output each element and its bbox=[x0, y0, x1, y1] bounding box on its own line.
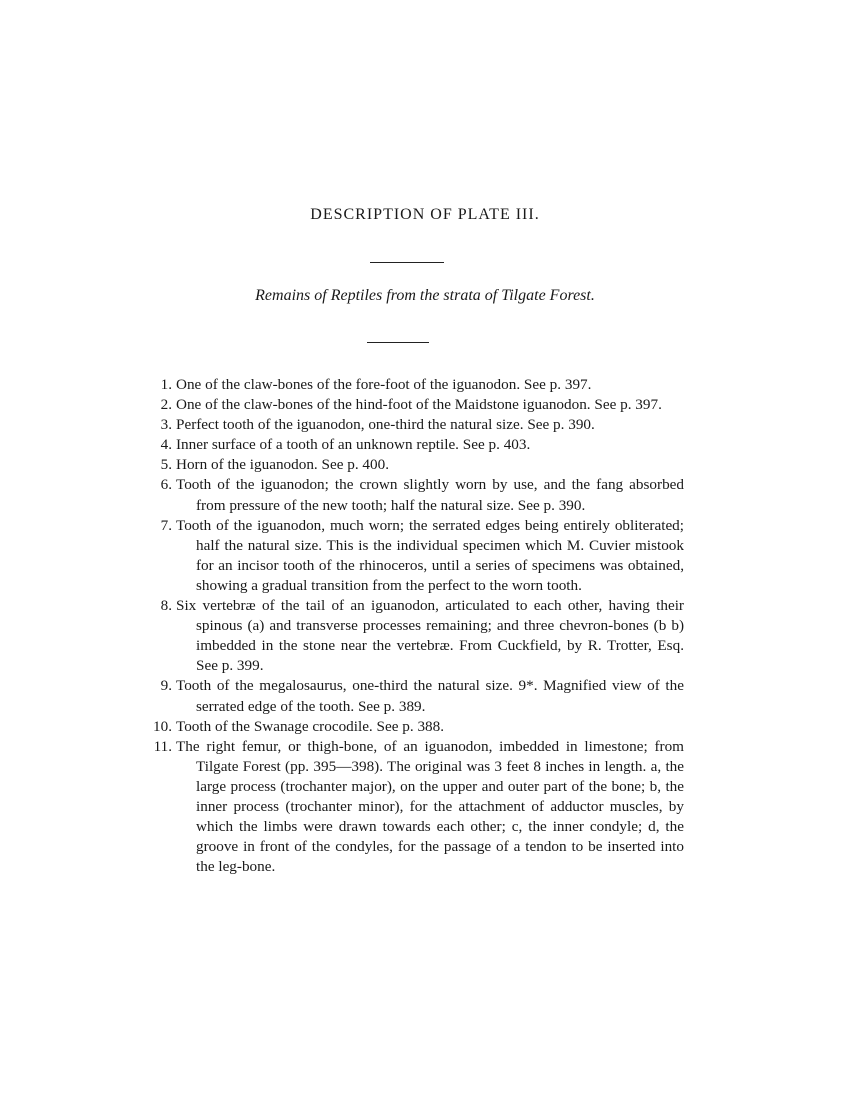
entry-text: Tooth of the iguanodon; the crown slightly worn by use, and the fang absorbed from pressure of the new tooth; half the natural size. See p. 390. bbox=[176, 476, 684, 514]
entry-number: 3. bbox=[160, 416, 172, 434]
list-item bbox=[160, 415, 684, 435]
plate-title: DESCRIPTION OF PLATE III. bbox=[310, 206, 540, 223]
entry-text: Tooth of the megalosaurus, one-third the natural size. 9*. Magnified view of the serrated edge of the tooth. See p. 389. bbox=[176, 677, 684, 715]
entry-text: Perfect tooth of the iguanodon, one-third the natural size. See p. 390. bbox=[176, 416, 595, 434]
plate-subtitle: Remains of Reptiles from the strata of Tilgate Forest. bbox=[255, 287, 595, 304]
entry-text: Tooth of the Swanage crocodile. See p. 388. bbox=[176, 717, 445, 735]
entry-number: 11. bbox=[153, 737, 172, 755]
entry-number: 8. bbox=[160, 597, 172, 615]
entry-text: Tooth of the iguanodon, much worn; the serrated edges being entirely obliterated; half the natural size. This is the individual specimen which M. Cuvier mistook for an incisor tooth of the rhinoceros, until a series of specimens was obtained, showing a gradual transition from the perfect to the worn tooth. bbox=[176, 516, 684, 594]
entry-number: 6. bbox=[160, 476, 172, 494]
entry-text: Horn of the iguanodon. See p. 400. bbox=[176, 456, 390, 474]
entry-text: Six vertebræ of the tail of an iguanodon, articulated to each other, having their spinous (a) and transverse processes remaining; and three chevron-bones (b b) imbedded in the stone near the vertebræ. From Cuckfield, by R. Trotter, Esq. See p. 399. bbox=[176, 597, 684, 675]
entry-number: 2. bbox=[160, 396, 172, 414]
list-item bbox=[160, 435, 684, 455]
entry-number: 10. bbox=[153, 717, 172, 735]
entry-number: 5. bbox=[160, 456, 172, 474]
entry-text: One of the claw-bones of the fore-foot of the iguanodon. See p. 397. bbox=[176, 376, 592, 393]
entry-text: Inner surface of a tooth of an unknown reptile. See p. 403. bbox=[176, 436, 531, 454]
entry-number: 1. bbox=[160, 376, 172, 393]
list-item bbox=[160, 395, 684, 415]
list-item bbox=[160, 516, 684, 596]
entry-number: 9. bbox=[160, 677, 172, 695]
subtitle-divider bbox=[367, 342, 429, 343]
list-item bbox=[160, 375, 684, 395]
plate-entries-list bbox=[153, 375, 684, 877]
list-item bbox=[160, 475, 684, 515]
list-item bbox=[160, 596, 684, 676]
list-item bbox=[160, 676, 684, 716]
title-divider bbox=[370, 262, 444, 263]
entry-number: 4. bbox=[160, 436, 172, 454]
list-item bbox=[153, 717, 684, 737]
list-item bbox=[160, 455, 684, 475]
entry-number: 7. bbox=[160, 516, 172, 534]
list-item bbox=[153, 737, 684, 878]
entry-text: The right femur, or thigh-bone, of an iguanodon, imbedded in limestone; from Tilgate Forest (pp. 395—398). The original was 3 feet 8 inches in length. a, the large process (trochanter major), on the upper and outer part of the bone; b, the inner process (trochanter minor), for the attachment of adductor muscles, by which the limbs were drawn towards each other; c, the inner condyle; d, the groove in front of the condyles, for the passage of a tendon to be inserted into the leg-bone. bbox=[176, 737, 684, 876]
entry-text: One of the claw-bones of the hind-foot of the Maidstone iguanodon. See p. 397. bbox=[176, 396, 662, 414]
